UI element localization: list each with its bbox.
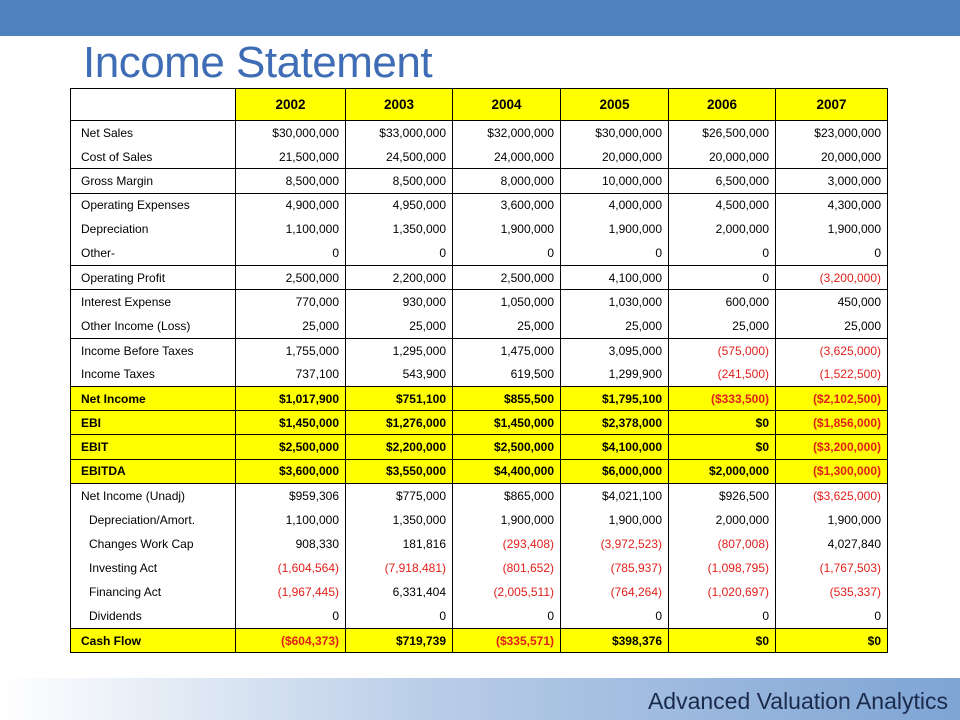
value-cell: $2,500,000 xyxy=(236,435,346,459)
value-cell: 0 xyxy=(346,241,453,265)
value-cell: $775,000 xyxy=(346,483,453,507)
value-cell: 1,350,000 xyxy=(346,508,453,532)
value-cell: 10,000,000 xyxy=(561,169,669,193)
table-row xyxy=(71,314,888,338)
value-cell: 4,100,000 xyxy=(561,266,669,290)
row-label: Other Income (Loss) xyxy=(71,314,236,338)
value-cell: 450,000 xyxy=(776,290,888,314)
value-cell: $2,200,000 xyxy=(346,435,453,459)
value-cell: 8,500,000 xyxy=(346,169,453,193)
value-cell: 3,095,000 xyxy=(561,338,669,362)
row-label: EBIT xyxy=(71,435,236,459)
value-cell: 25,000 xyxy=(346,314,453,338)
value-cell: 1,050,000 xyxy=(453,290,561,314)
value-cell: $0 xyxy=(669,411,776,435)
year-header: 2002 xyxy=(236,89,346,121)
value-cell: $1,450,000 xyxy=(453,411,561,435)
value-cell: $751,100 xyxy=(346,387,453,411)
value-cell: (2,005,511) xyxy=(453,580,561,604)
year-header: 2005 xyxy=(561,89,669,121)
value-cell: $1,017,900 xyxy=(236,387,346,411)
row-label: Depreciation/Amort. xyxy=(71,508,236,532)
value-cell: ($335,571) xyxy=(453,628,561,652)
value-cell: 600,000 xyxy=(669,290,776,314)
value-cell: (7,918,481) xyxy=(346,556,453,580)
value-cell: $26,500,000 xyxy=(669,121,776,145)
value-cell: $6,000,000 xyxy=(561,459,669,483)
value-cell: 4,300,000 xyxy=(776,193,888,217)
value-cell: $30,000,000 xyxy=(236,121,346,145)
table-row xyxy=(71,290,888,314)
value-cell: $1,276,000 xyxy=(346,411,453,435)
table-row xyxy=(71,604,888,628)
value-cell: 770,000 xyxy=(236,290,346,314)
row-label: Investing Act xyxy=(71,556,236,580)
value-cell: (241,500) xyxy=(669,362,776,386)
value-cell: ($1,856,000) xyxy=(776,411,888,435)
value-cell: (1,020,697) xyxy=(669,580,776,604)
value-cell: (764,264) xyxy=(561,580,669,604)
value-cell: (801,652) xyxy=(453,556,561,580)
value-cell: 930,000 xyxy=(346,290,453,314)
value-cell: 25,000 xyxy=(776,314,888,338)
value-cell: ($1,300,000) xyxy=(776,459,888,483)
value-cell: 4,027,840 xyxy=(776,532,888,556)
value-cell: $2,000,000 xyxy=(669,459,776,483)
value-cell: 6,500,000 xyxy=(669,169,776,193)
value-cell: 1,475,000 xyxy=(453,338,561,362)
value-cell: $33,000,000 xyxy=(346,121,453,145)
value-cell: 0 xyxy=(776,604,888,628)
value-cell: 0 xyxy=(236,604,346,628)
value-cell: 20,000,000 xyxy=(669,145,776,169)
table-row xyxy=(71,169,888,193)
value-cell: 4,500,000 xyxy=(669,193,776,217)
value-cell: 908,330 xyxy=(236,532,346,556)
footer-text: Advanced Valuation Analytics xyxy=(647,688,948,714)
value-cell: 3,600,000 xyxy=(453,193,561,217)
value-cell: 2,500,000 xyxy=(453,266,561,290)
value-cell: 619,500 xyxy=(453,362,561,386)
value-cell: 543,900 xyxy=(346,362,453,386)
table-row xyxy=(71,387,888,411)
value-cell: (1,098,795) xyxy=(669,556,776,580)
value-cell: 1,295,000 xyxy=(346,338,453,362)
value-cell: 25,000 xyxy=(453,314,561,338)
table-row xyxy=(71,362,888,386)
value-cell: 737,100 xyxy=(236,362,346,386)
value-cell: (807,008) xyxy=(669,532,776,556)
value-cell: $32,000,000 xyxy=(453,121,561,145)
value-cell: 21,500,000 xyxy=(236,145,346,169)
value-cell: $2,500,000 xyxy=(453,435,561,459)
value-cell: 25,000 xyxy=(561,314,669,338)
value-cell: $23,000,000 xyxy=(776,121,888,145)
row-label: Cash Flow xyxy=(71,628,236,652)
value-cell: 8,500,000 xyxy=(236,169,346,193)
value-cell: 1,900,000 xyxy=(561,217,669,241)
row-label: Depreciation xyxy=(71,217,236,241)
value-cell: 181,816 xyxy=(346,532,453,556)
value-cell: $1,450,000 xyxy=(236,411,346,435)
value-cell: 1,030,000 xyxy=(561,290,669,314)
page-title: Income Statement xyxy=(83,38,433,87)
value-cell: 0 xyxy=(453,604,561,628)
value-cell: (1,767,503) xyxy=(776,556,888,580)
value-cell: 4,950,000 xyxy=(346,193,453,217)
table-row xyxy=(71,483,888,507)
table-row xyxy=(71,556,888,580)
value-cell: (1,604,564) xyxy=(236,556,346,580)
row-label: Financing Act xyxy=(71,580,236,604)
value-cell: $4,021,100 xyxy=(561,483,669,507)
footer-bar xyxy=(0,678,960,720)
value-cell: 1,900,000 xyxy=(453,217,561,241)
value-cell: 1,900,000 xyxy=(561,508,669,532)
value-cell: 0 xyxy=(669,266,776,290)
value-cell: 2,500,000 xyxy=(236,266,346,290)
row-label: Gross Margin xyxy=(71,169,236,193)
table-row xyxy=(71,145,888,169)
value-cell: 25,000 xyxy=(669,314,776,338)
row-label: EBI xyxy=(71,411,236,435)
row-label: Cost of Sales xyxy=(71,145,236,169)
value-cell: $1,795,100 xyxy=(561,387,669,411)
value-cell: 1,100,000 xyxy=(236,217,346,241)
value-cell: 24,500,000 xyxy=(346,145,453,169)
row-label: Changes Work Cap xyxy=(71,532,236,556)
value-cell: (293,408) xyxy=(453,532,561,556)
value-cell: ($604,373) xyxy=(236,628,346,652)
value-cell: (1,522,500) xyxy=(776,362,888,386)
table-row xyxy=(71,241,888,265)
table-row xyxy=(71,628,888,652)
value-cell: $865,000 xyxy=(453,483,561,507)
row-label: Dividends xyxy=(71,604,236,628)
value-cell: ($2,102,500) xyxy=(776,387,888,411)
row-label: Net Income (Unadj) xyxy=(71,483,236,507)
value-cell: 6,331,404 xyxy=(346,580,453,604)
table-row xyxy=(71,580,888,604)
top-banner xyxy=(0,0,960,36)
value-cell: 20,000,000 xyxy=(561,145,669,169)
table-row xyxy=(71,121,888,145)
row-label: Other- xyxy=(71,241,236,265)
value-cell: (3,972,523) xyxy=(561,532,669,556)
value-cell: (3,625,000) xyxy=(776,338,888,362)
value-cell: 1,900,000 xyxy=(776,217,888,241)
value-cell: 8,000,000 xyxy=(453,169,561,193)
value-cell: $719,739 xyxy=(346,628,453,652)
value-cell: (535,337) xyxy=(776,580,888,604)
value-cell: (1,967,445) xyxy=(236,580,346,604)
value-cell: 0 xyxy=(669,241,776,265)
row-label: Operating Profit xyxy=(71,266,236,290)
value-cell: 0 xyxy=(669,604,776,628)
value-cell: 0 xyxy=(236,241,346,265)
row-label: Net Income xyxy=(71,387,236,411)
table-row xyxy=(71,508,888,532)
value-cell: 2,000,000 xyxy=(669,217,776,241)
table-row xyxy=(71,217,888,241)
table-row xyxy=(71,338,888,362)
year-header: 2004 xyxy=(453,89,561,121)
value-cell: $959,306 xyxy=(236,483,346,507)
header-blank-cell xyxy=(71,89,236,121)
table-row xyxy=(71,193,888,217)
value-cell: $926,500 xyxy=(669,483,776,507)
row-label: EBITDA xyxy=(71,459,236,483)
income-statement-table xyxy=(70,88,888,653)
value-cell: ($3,200,000) xyxy=(776,435,888,459)
value-cell: (575,000) xyxy=(669,338,776,362)
row-label: Net Sales xyxy=(71,121,236,145)
value-cell: 0 xyxy=(561,241,669,265)
table-row xyxy=(71,266,888,290)
value-cell: 2,000,000 xyxy=(669,508,776,532)
value-cell: 1,900,000 xyxy=(776,508,888,532)
value-cell: 0 xyxy=(561,604,669,628)
value-cell: 1,299,900 xyxy=(561,362,669,386)
value-cell: 0 xyxy=(453,241,561,265)
value-cell: $398,376 xyxy=(561,628,669,652)
value-cell: 24,000,000 xyxy=(453,145,561,169)
value-cell: 0 xyxy=(346,604,453,628)
row-label: Operating Expenses xyxy=(71,193,236,217)
value-cell: $4,100,000 xyxy=(561,435,669,459)
value-cell: 1,350,000 xyxy=(346,217,453,241)
table-row xyxy=(71,532,888,556)
value-cell: (3,200,000) xyxy=(776,266,888,290)
value-cell: $0 xyxy=(669,628,776,652)
value-cell: ($333,500) xyxy=(669,387,776,411)
year-header: 2007 xyxy=(776,89,888,121)
header-row xyxy=(71,89,888,121)
value-cell: $855,500 xyxy=(453,387,561,411)
year-header: 2006 xyxy=(669,89,776,121)
value-cell: 0 xyxy=(776,241,888,265)
value-cell: $4,400,000 xyxy=(453,459,561,483)
table-row xyxy=(71,459,888,483)
value-cell: 20,000,000 xyxy=(776,145,888,169)
value-cell: $30,000,000 xyxy=(561,121,669,145)
table-row xyxy=(71,435,888,459)
value-cell: ($3,625,000) xyxy=(776,483,888,507)
value-cell: 2,200,000 xyxy=(346,266,453,290)
row-label: Income Before Taxes xyxy=(71,338,236,362)
table-row xyxy=(71,411,888,435)
value-cell: $0 xyxy=(669,435,776,459)
value-cell: 4,000,000 xyxy=(561,193,669,217)
value-cell: 1,755,000 xyxy=(236,338,346,362)
value-cell: (785,937) xyxy=(561,556,669,580)
value-cell: 25,000 xyxy=(236,314,346,338)
value-cell: $3,600,000 xyxy=(236,459,346,483)
value-cell: 3,000,000 xyxy=(776,169,888,193)
value-cell: 1,900,000 xyxy=(453,508,561,532)
value-cell: $3,550,000 xyxy=(346,459,453,483)
row-label: Income Taxes xyxy=(71,362,236,386)
value-cell: 1,100,000 xyxy=(236,508,346,532)
row-label: Interest Expense xyxy=(71,290,236,314)
value-cell: $0 xyxy=(776,628,888,652)
value-cell: $2,378,000 xyxy=(561,411,669,435)
year-header: 2003 xyxy=(346,89,453,121)
value-cell: 4,900,000 xyxy=(236,193,346,217)
